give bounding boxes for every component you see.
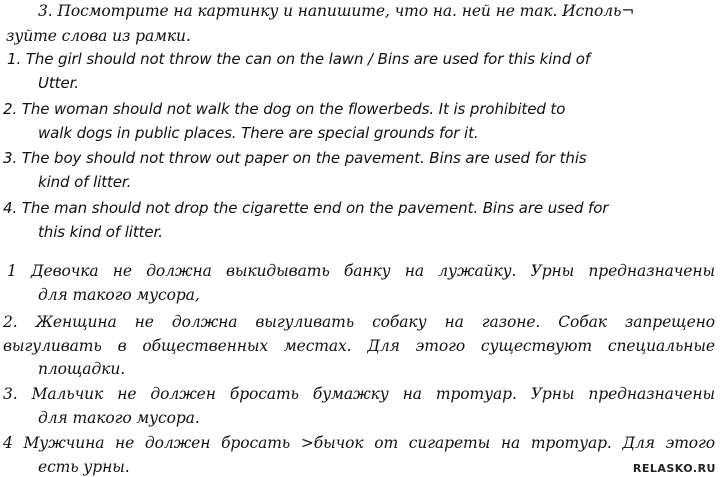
english-item-2-line-2: walk dogs in public places. There are special grounds for it.: [38, 124, 479, 142]
russian-item-2-line-1: 2. Женщина не должна выгуливать собаку на газоне. Собак запрещено: [3, 313, 715, 331]
english-item-2-line-1: 2. The woman should not walk the dog on the flowerbeds. It is prohibited to: [3, 100, 566, 118]
task-title-line-1: 3. Посмотрите на картинку и напишите, что на. ней не так. Исполь¬: [38, 2, 635, 20]
russian-item-1-line-1: 1 Девочка не должна выкидывать банку на лужайку. Урны предназначены: [7, 262, 715, 280]
russian-item-3-line-2: для такого мусора.: [38, 409, 200, 427]
site-watermark: RELASKO.RU: [632, 462, 716, 475]
english-item-4-line-2: this kind of litter.: [38, 223, 163, 241]
english-item-3-line-2: kind of litter.: [38, 173, 132, 191]
english-item-3-line-1: 3. The boy should not throw out paper on the pavement. Bins are used for this: [3, 149, 587, 167]
english-item-1-line-2: Utter.: [38, 74, 79, 92]
russian-item-4-line-2: есть урны.: [38, 458, 130, 476]
russian-item-1-line-2: для такого мусора,: [38, 286, 200, 304]
english-item-1-line-1: 1. The girl should not throw the can on the lawn / Bins are used for this kind of: [7, 50, 591, 68]
russian-item-4-line-1: 4 Мужчина не должен бросать >бычок от сигареты на тротуар. Для этого: [3, 434, 715, 452]
russian-item-2-line-2: выгуливать в общественных местах. Для этого существуют специальные: [3, 337, 715, 355]
english-item-4-line-1: 4. The man should not drop the cigarette end on the pavement. Bins are used for: [3, 199, 609, 217]
russian-item-3-line-1: 3. Мальчик не должен бросать бумажку на тротуар. Урны предназначены: [3, 385, 715, 403]
russian-item-2-line-3: площадки.: [38, 360, 126, 378]
task-title-line-2: зуйте слова из рамки.: [6, 27, 191, 45]
